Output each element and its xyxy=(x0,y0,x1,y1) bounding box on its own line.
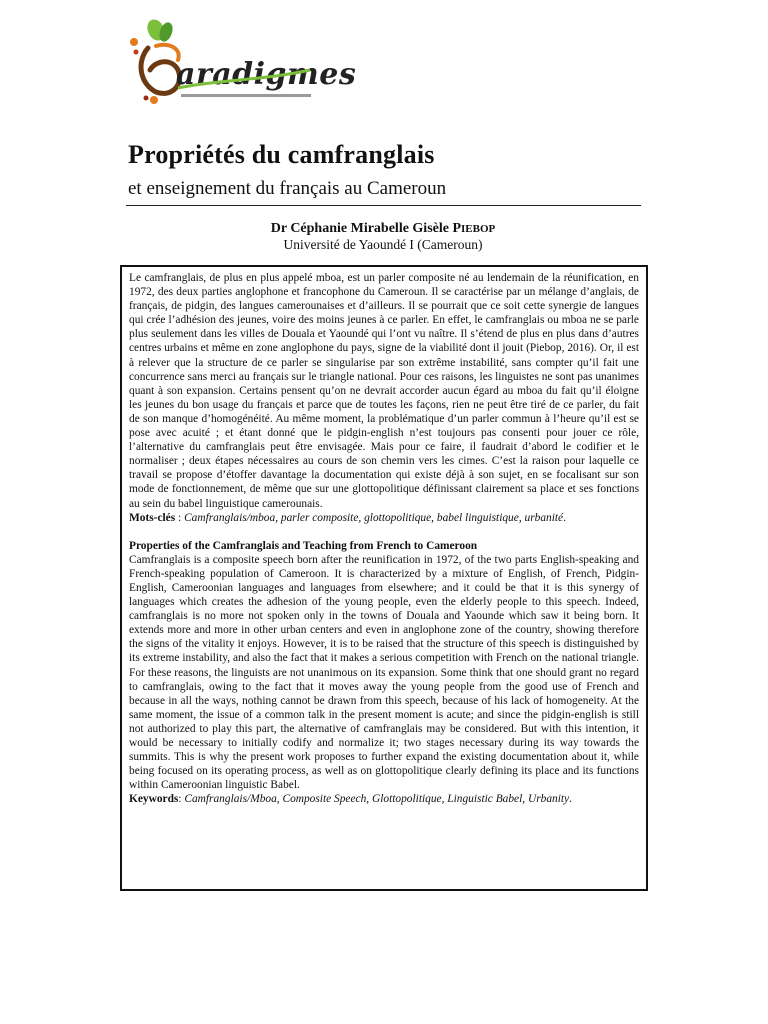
abstract-en-keywords xyxy=(129,792,639,806)
keywords-en-label: Keywords xyxy=(129,793,179,806)
paradigmes-logo-graphic xyxy=(126,18,357,108)
author-name xyxy=(128,221,638,237)
keywords-en-list: Camfranglais/Mboa, Composite Speech, Glottopolitique, Linguistic Babel, Urbanity xyxy=(184,793,570,806)
author-name-main: Dr Céphanie Mirabelle Gisèle P xyxy=(270,221,462,236)
keywords-en-end: . xyxy=(569,793,572,806)
journal-logo xyxy=(126,18,357,108)
article-subtitle: et enseignement du français au Cameroun xyxy=(128,178,447,199)
keywords-fr-end: . xyxy=(563,511,566,524)
title-divider xyxy=(126,205,641,206)
keywords-fr-separator: : xyxy=(175,511,185,524)
abstract-box xyxy=(120,265,648,891)
keywords-fr-list: Camfranglais/mboa, parler composite, glottopolitique, babel linguistique, urbanité xyxy=(184,511,564,524)
author-name-smallcaps: IEBOP xyxy=(461,223,496,235)
abstract-en-text: Camfranglais is a composite speech born after the reunification in 1972, of the two parts English-speaking and French-speaking population of Cameroon. It is characterized by a mixture of English, of French, Pidgin-English, Cameroonian languages and languages from elsewhere; and it could be that it is this synergy of languages which creates the adhesion of the young people, even the elderly people to this speech. Indeed, camfranglais is no more not spoken only in the towns of Douala and Yaounde which saw it being born. It extends more and more in other urban centers and even in anglophone zone of the country, showing therefore the signs of the vitality it enjoys. However, it is to be raised that the structure of this speech is distinguished by its extreme instability, and also the fact that it makes a serious competition with French on the national triangle. For these reasons, the linguists are not unanimous on its expansion. Some think that one should grant no regard to camfranglais, owing to the fact that it moves away the young people from the good use of French and because in all the ways, nothing cannot be drawn from this speech, because of his lack of homogeneity. At the same moment, the issue of a common talk in the present moment is acute; and since the pidgin-english is still not authorized to play this part, the alternative of camfranglais may be considered. But with this intention, it would be necessary to initially codify and normalize it; two stages necessary during its way towards the summits. This is why the present work proposes to further expand the existing documentation about it, while being focused on its operating process, as well as on glottopolitique clearly defining its place and its functions within Cameroonian linguistic Babel. xyxy=(129,553,639,792)
author-affiliation: Université de Yaoundé I (Cameroun) xyxy=(283,237,483,252)
svg-text:aradigmes: aradigmes xyxy=(176,57,357,92)
abstract-fr-keywords xyxy=(129,511,639,525)
keywords-en-separator: : xyxy=(178,793,185,806)
abstract-fr-text: Le camfranglais, de plus en plus appelé mboa, est un parler composite né au lendemain de la réunification, en 1972, des deux parties anglophone et francophone du Cameroun. Il se caractérise par un mélange d’anglais, de français, de pidgin, des langues camerounaises et d’ailleurs. Il se pourrait que ce soit cette synergie de langues qui crée l’adhésion des jeunes, voire des moins jeunes à ce parler. En effet, le camfranglais ou mboa ne se parle plus seulement dans les villes de Douala et Yaoundé qui l’ont vu naître. Il s’étend de plus en plus dans d’autres centres urbains et même en zone anglophone du pays, signe de la viabilité dont il jouit (Piebop, 2016). Or, il est à relever que la structure de ce parler se singularise par son extrême instabilité, sans compter qu’il fait une concurrence sans merci au français sur le triangle national. Pour ces raisons, les linguistes ne sont pas unanimes quant à son expansion. Certains pensent qu’on ne devrait accorder aucun égard au mboa du fait qu’il éloigne les jeunes du bon usage du français et parce que de toutes les façons, rien ne peut être tiré de ce parler, du fait de son manque d’homogénéité. Au même moment, la problématique d’un parler commun à l’heure qu’il est se pose avec acuité ; et étant donné que le pidgin-english n’est toujours pas consenti pour jouer ce rôle, l’alternative du camfranglais peut être envisagée. Mais pour ce faire, il faudrait d’abord le codifier et le normaliser ; deux étapes nécessaires au cours de son chemin vers les cimes. C’est la raison pour laquelle ce travail se propose d’étoffer davantage la documentation qui existe déjà à son sujet, en se focalisant sur son mode de fonctionnement, de même que sur une glottopolitique définissant clairement sa place et ses fonctions au sein du babel linguistique camerounais. xyxy=(129,272,639,510)
article-title: Propriétés du camfranglais xyxy=(128,140,435,169)
keywords-fr-label: Mots-clés xyxy=(129,511,176,524)
abstract-en-heading: Properties of the Camfranglais and Teaching from French to Cameroon xyxy=(129,539,478,552)
